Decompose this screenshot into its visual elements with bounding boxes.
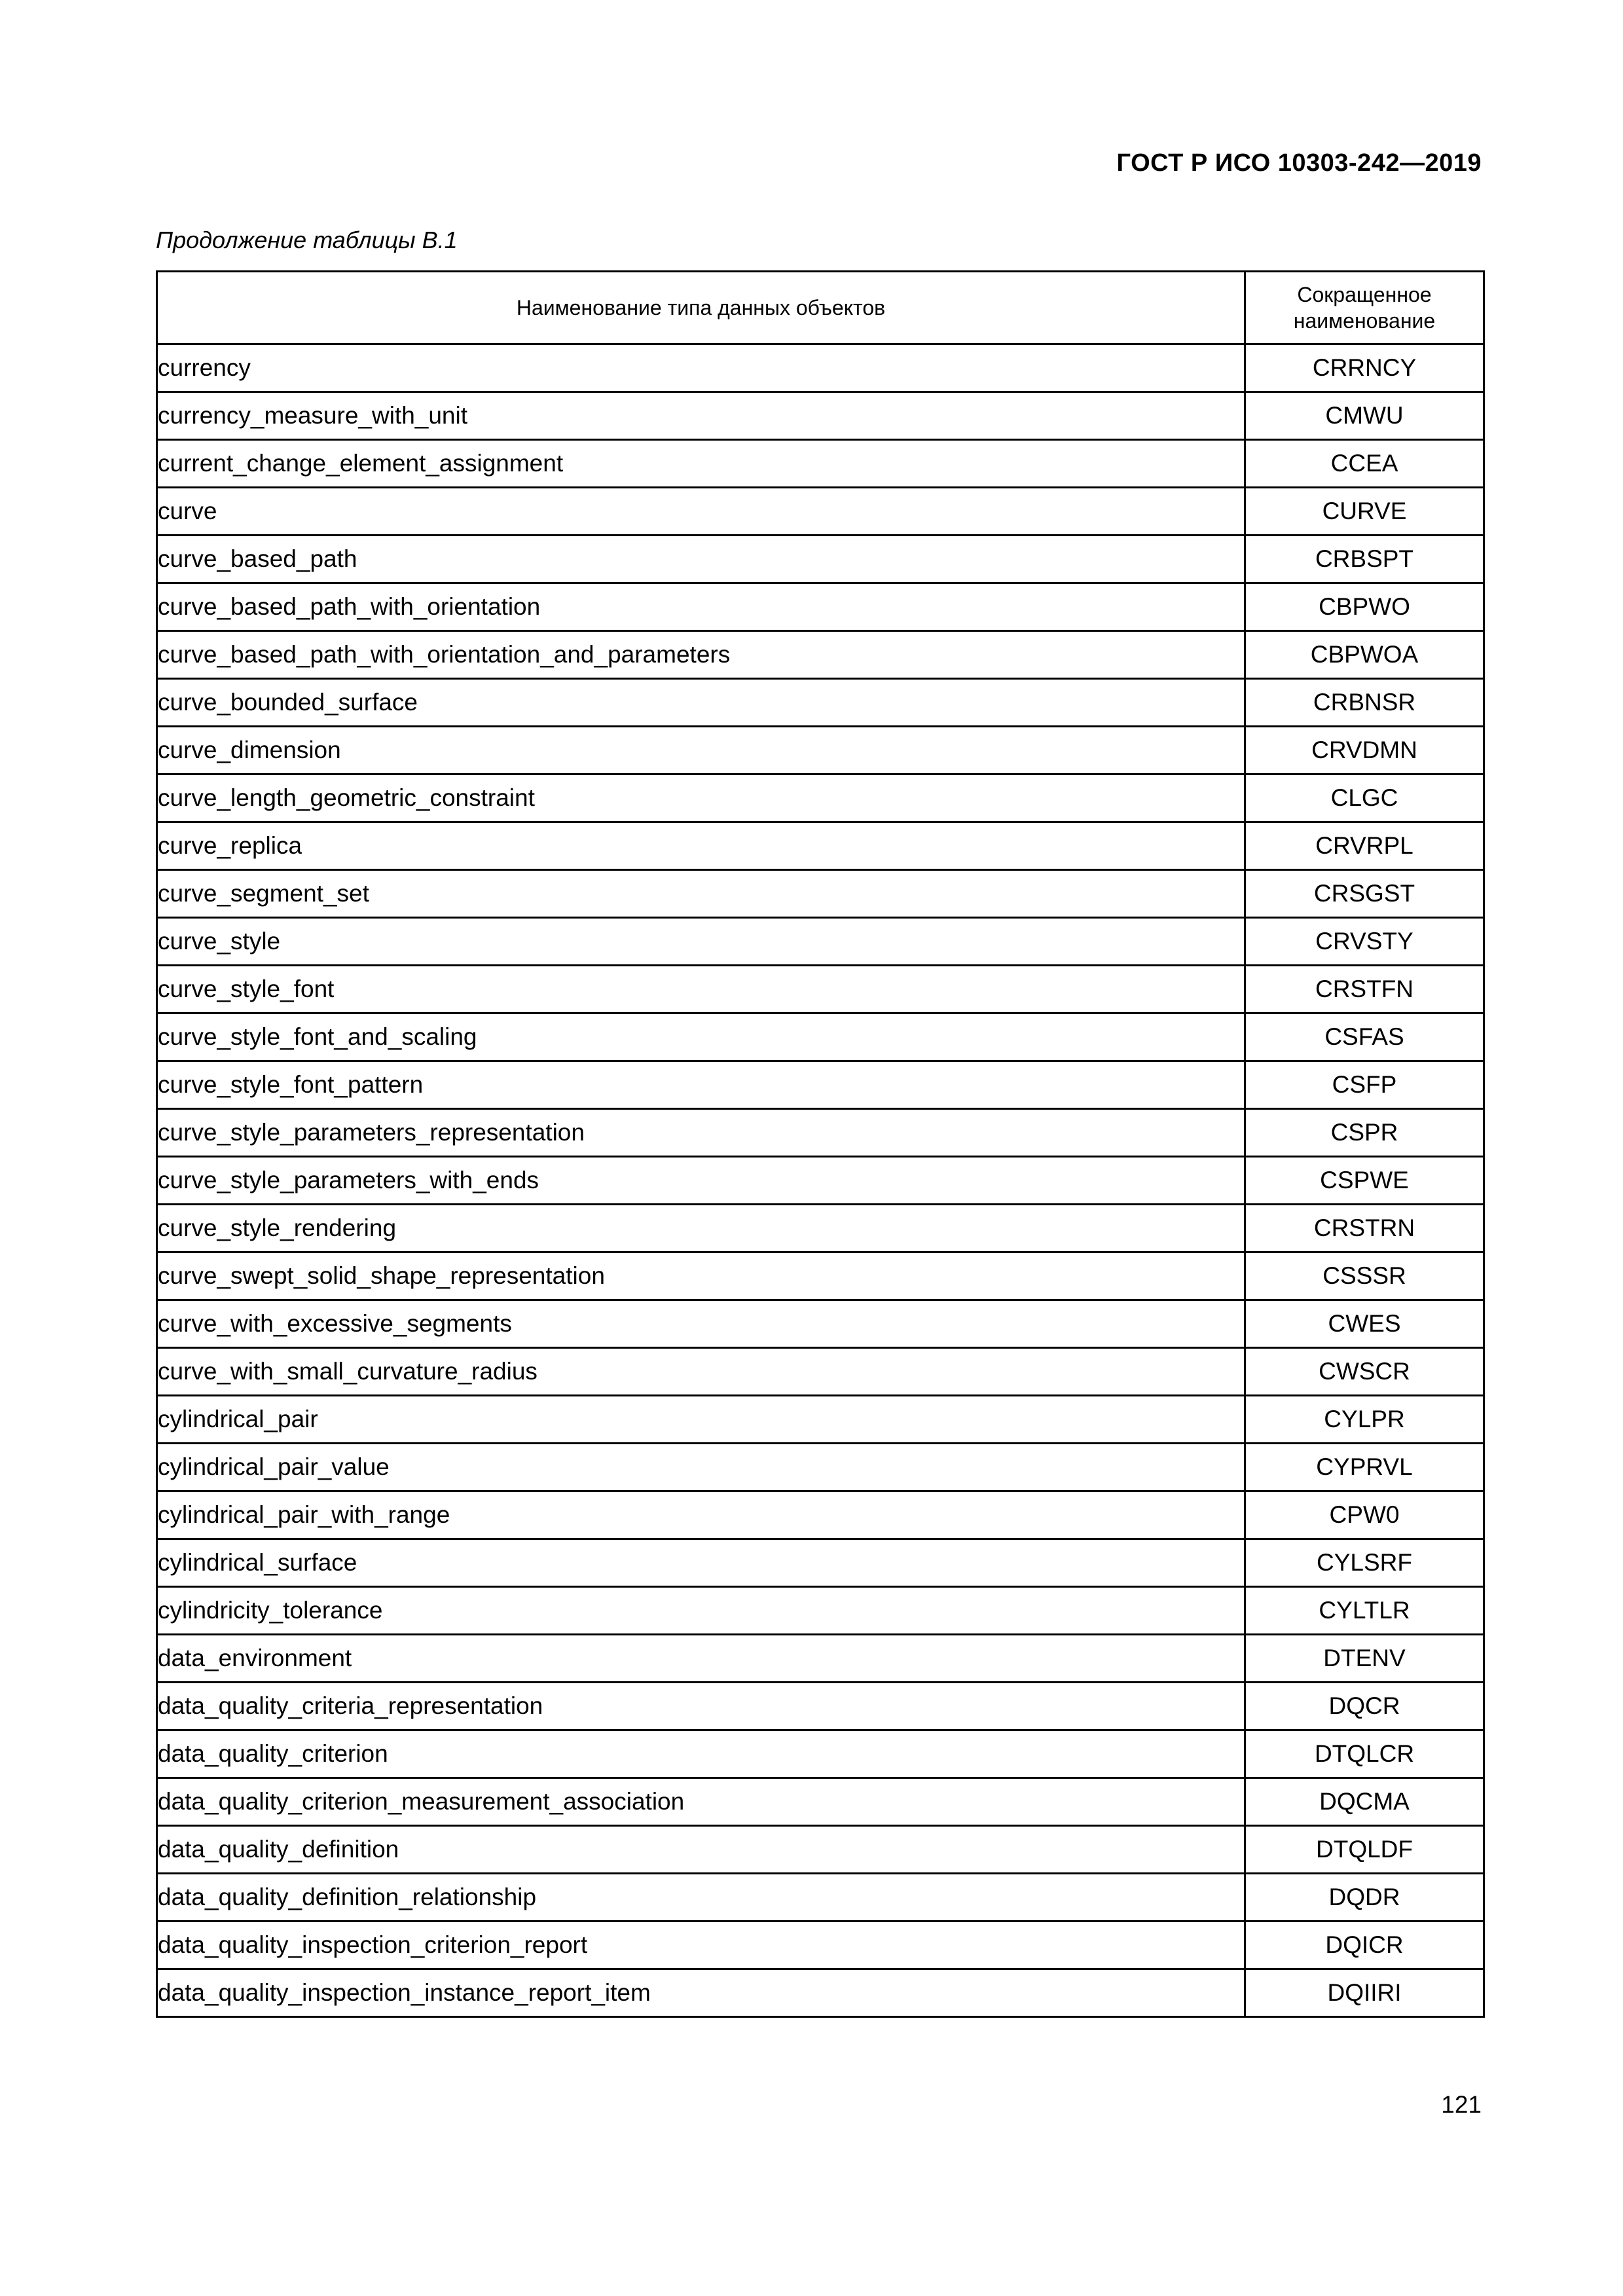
data-type-name-cell: curve_style_parameters_representation bbox=[157, 1109, 1245, 1157]
table-row bbox=[157, 1539, 1484, 1587]
abbreviation-cell: CRVSTY bbox=[1245, 918, 1484, 966]
abbreviation-cell: CSPWE bbox=[1245, 1157, 1484, 1205]
abbreviation-cell: CURVE bbox=[1245, 488, 1484, 536]
table-row bbox=[157, 1587, 1484, 1635]
data-type-abbreviation-table bbox=[156, 270, 1485, 2018]
data-type-name-cell: curve_swept_solid_shape_representation bbox=[157, 1252, 1245, 1300]
data-type-name-cell: curve_based_path_with_orientation bbox=[157, 583, 1245, 631]
table-row bbox=[157, 1396, 1484, 1444]
table-row bbox=[157, 1013, 1484, 1061]
data-type-name-cell: curve_replica bbox=[157, 822, 1245, 870]
table-row bbox=[157, 1061, 1484, 1109]
data-type-name-cell: data_quality_definition bbox=[157, 1826, 1245, 1874]
table-row bbox=[157, 392, 1484, 440]
table-row bbox=[157, 870, 1484, 918]
data-type-name-cell: cylindrical_pair_with_range bbox=[157, 1491, 1245, 1539]
abbreviation-cell: CSPR bbox=[1245, 1109, 1484, 1157]
abbreviation-cell: CRSTRN bbox=[1245, 1205, 1484, 1252]
abbreviation-cell: CRBSPT bbox=[1245, 536, 1484, 583]
table-row bbox=[157, 1874, 1484, 1922]
abbreviation-cell: DQIIRI bbox=[1245, 1969, 1484, 2017]
data-type-name-cell: current_change_element_assignment bbox=[157, 440, 1245, 488]
abbreviation-cell: CRSGST bbox=[1245, 870, 1484, 918]
data-type-name-cell: curve_based_path bbox=[157, 536, 1245, 583]
column-header-abbreviation-line2: наименование bbox=[1293, 309, 1436, 333]
abbreviation-cell: CLGC bbox=[1245, 774, 1484, 822]
column-header-name: Наименование типа данных объектов bbox=[157, 272, 1245, 344]
data-type-name-cell: curve bbox=[157, 488, 1245, 536]
table-row bbox=[157, 1969, 1484, 2017]
abbreviation-cell: CRVRPL bbox=[1245, 822, 1484, 870]
data-type-name-cell: cylindrical_pair_value bbox=[157, 1444, 1245, 1491]
abbreviation-cell: DQCR bbox=[1245, 1683, 1484, 1730]
abbreviation-cell: CWSCR bbox=[1245, 1348, 1484, 1396]
column-header-abbreviation-line1: Сокращенное bbox=[1297, 283, 1432, 306]
data-type-name-cell: curve_style_rendering bbox=[157, 1205, 1245, 1252]
table-row bbox=[157, 440, 1484, 488]
abbreviation-cell: CMWU bbox=[1245, 392, 1484, 440]
data-type-name-cell: curve_style bbox=[157, 918, 1245, 966]
data-type-name-cell: curve_style_font bbox=[157, 966, 1245, 1013]
abbreviation-cell: CPW0 bbox=[1245, 1491, 1484, 1539]
table-row bbox=[157, 1778, 1484, 1826]
document-standard-header: ГОСТ Р ИСО 10303-242—2019 bbox=[1116, 149, 1482, 177]
table-row bbox=[157, 1683, 1484, 1730]
abbreviation-cell: CYPRVL bbox=[1245, 1444, 1484, 1491]
data-type-name-cell: currency bbox=[157, 344, 1245, 392]
table-row bbox=[157, 1635, 1484, 1683]
table-row bbox=[157, 774, 1484, 822]
data-type-name-cell: data_quality_criteria_representation bbox=[157, 1683, 1245, 1730]
abbreviation-cell: CRRNCY bbox=[1245, 344, 1484, 392]
abbreviation-cell: DQICR bbox=[1245, 1922, 1484, 1969]
table-row bbox=[157, 1444, 1484, 1491]
table-row bbox=[157, 1922, 1484, 1969]
abbreviation-cell: CSSSR bbox=[1245, 1252, 1484, 1300]
abbreviation-cell: DTQLCR bbox=[1245, 1730, 1484, 1778]
table-row bbox=[157, 344, 1484, 392]
table-row bbox=[157, 1300, 1484, 1348]
data-type-name-cell: curve_bounded_surface bbox=[157, 679, 1245, 727]
abbreviation-cell: CBPWOA bbox=[1245, 631, 1484, 679]
data-type-name-cell: curve_segment_set bbox=[157, 870, 1245, 918]
data-type-name-cell: cylindricity_tolerance bbox=[157, 1587, 1245, 1635]
abbreviation-cell: DTQLDF bbox=[1245, 1826, 1484, 1874]
table-row bbox=[157, 918, 1484, 966]
table-row bbox=[157, 679, 1484, 727]
data-type-name-cell: curve_with_excessive_segments bbox=[157, 1300, 1245, 1348]
table-row bbox=[157, 1826, 1484, 1874]
table-row bbox=[157, 1109, 1484, 1157]
abbreviation-cell: CSFAS bbox=[1245, 1013, 1484, 1061]
data-type-name-cell: curve_style_parameters_with_ends bbox=[157, 1157, 1245, 1205]
table-row bbox=[157, 1157, 1484, 1205]
data-type-name-cell: data_quality_inspection_criterion_report bbox=[157, 1922, 1245, 1969]
table-row bbox=[157, 1348, 1484, 1396]
data-type-name-cell: data_environment bbox=[157, 1635, 1245, 1683]
table-body bbox=[157, 344, 1484, 2017]
data-type-name-cell: curve_with_small_curvature_radius bbox=[157, 1348, 1245, 1396]
abbreviation-cell: CWES bbox=[1245, 1300, 1484, 1348]
data-type-name-cell: data_quality_inspection_instance_report_item bbox=[157, 1969, 1245, 2017]
table-row bbox=[157, 822, 1484, 870]
table-header-row bbox=[157, 272, 1484, 344]
table-row bbox=[157, 631, 1484, 679]
data-type-name-cell: curve_style_font_pattern bbox=[157, 1061, 1245, 1109]
page-number: 121 bbox=[1441, 2091, 1482, 2118]
abbreviation-cell: CRVDMN bbox=[1245, 727, 1484, 774]
data-type-name-cell: data_quality_criterion_measurement_association bbox=[157, 1778, 1245, 1826]
table-row bbox=[157, 583, 1484, 631]
column-header-abbreviation bbox=[1245, 272, 1484, 344]
abbreviation-cell: CCEA bbox=[1245, 440, 1484, 488]
abbreviation-cell: CRSTFN bbox=[1245, 966, 1484, 1013]
table-row bbox=[157, 488, 1484, 536]
abbreviation-cell: CYLSRF bbox=[1245, 1539, 1484, 1587]
table-row bbox=[157, 536, 1484, 583]
abbreviation-cell: CYLTLR bbox=[1245, 1587, 1484, 1635]
data-type-name-cell: curve_style_font_and_scaling bbox=[157, 1013, 1245, 1061]
data-type-name-cell: cylindrical_surface bbox=[157, 1539, 1245, 1587]
data-type-name-cell: curve_based_path_with_orientation_and_parameters bbox=[157, 631, 1245, 679]
table-row bbox=[157, 1730, 1484, 1778]
abbreviation-cell: CYLPR bbox=[1245, 1396, 1484, 1444]
data-type-name-cell: curve_dimension bbox=[157, 727, 1245, 774]
abbreviation-cell: CBPWO bbox=[1245, 583, 1484, 631]
abbreviation-cell: DQCMA bbox=[1245, 1778, 1484, 1826]
table-row bbox=[157, 727, 1484, 774]
table-row bbox=[157, 966, 1484, 1013]
data-type-name-cell: currency_measure_with_unit bbox=[157, 392, 1245, 440]
data-type-name-cell: cylindrical_pair bbox=[157, 1396, 1245, 1444]
abbreviation-cell: CSFP bbox=[1245, 1061, 1484, 1109]
abbreviation-cell: CRBNSR bbox=[1245, 679, 1484, 727]
data-type-name-cell: data_quality_criterion bbox=[157, 1730, 1245, 1778]
data-type-name-cell: curve_length_geometric_constraint bbox=[157, 774, 1245, 822]
table-row bbox=[157, 1205, 1484, 1252]
table-row bbox=[157, 1252, 1484, 1300]
abbreviation-cell: DTENV bbox=[1245, 1635, 1484, 1683]
table-caption: Продолжение таблицы В.1 bbox=[156, 227, 458, 253]
data-type-name-cell: data_quality_definition_relationship bbox=[157, 1874, 1245, 1922]
abbreviation-cell: DQDR bbox=[1245, 1874, 1484, 1922]
table-row bbox=[157, 1491, 1484, 1539]
